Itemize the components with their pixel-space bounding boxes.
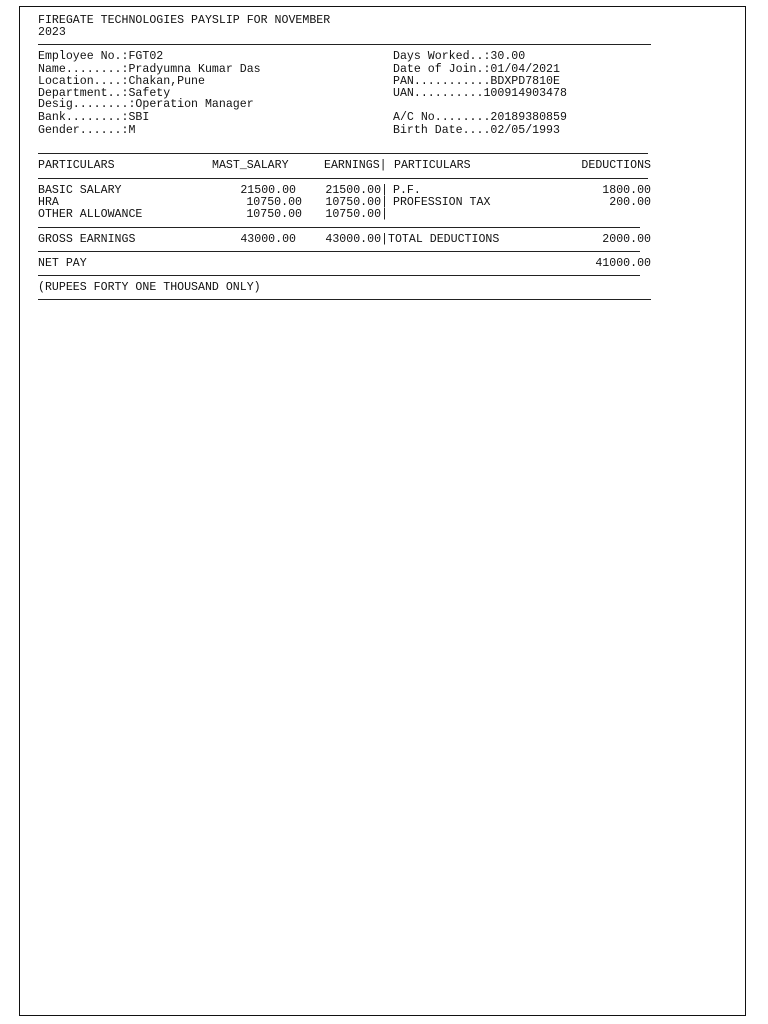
header-earnings: EARNINGS|	[324, 159, 387, 172]
earning-amount: 21500.00|	[325, 184, 388, 197]
earning-mast-salary: 10750.00	[246, 208, 302, 221]
divider	[38, 299, 651, 300]
employee-department: Department..:Safety	[38, 87, 171, 100]
employee-gender: Gender......:M	[38, 124, 136, 137]
divider	[38, 178, 648, 179]
account-number: A/C No........20189380859	[393, 111, 567, 124]
deduction-amount: 200.00	[609, 196, 651, 209]
gross-earnings-label: GROSS EARNINGS	[38, 233, 136, 246]
header-particulars-deductions: PARTICULARS	[394, 159, 471, 172]
earning-label: BASIC SALARY	[38, 184, 122, 197]
uan-number: UAN..........100914903478	[393, 87, 567, 100]
days-worked: Days Worked..:30.00	[393, 50, 526, 63]
net-pay-label: NET PAY	[38, 257, 87, 270]
employee-name: Name........:Pradyumna Kumar Das	[38, 63, 261, 76]
amount-in-words: (RUPEES FORTY ONE THOUSAND ONLY)	[38, 281, 261, 294]
total-deductions-label: TOTAL DEDUCTIONS	[388, 233, 500, 246]
employee-location: Location....:Chakan,Pune	[38, 75, 205, 88]
total-deductions-amount: 2000.00	[602, 233, 651, 246]
earning-amount: 10750.00|	[325, 196, 388, 209]
net-pay-amount: 41000.00	[595, 257, 651, 270]
gross-earnings-amount: 43000.00|	[325, 233, 388, 246]
header-mast-salary: MAST_SALARY	[212, 159, 289, 172]
gross-mast-salary: 43000.00	[240, 233, 296, 246]
divider	[38, 153, 648, 154]
earning-mast-salary: 10750.00	[246, 196, 302, 209]
earning-amount: 10750.00|	[325, 208, 388, 221]
employee-bank: Bank........:SBI	[38, 111, 150, 124]
payslip-page	[19, 6, 746, 1016]
deduction-label: PROFESSION TAX	[393, 196, 491, 209]
payslip-title-year: 2023	[38, 26, 66, 39]
birth-date: Birth Date....02/05/1993	[393, 124, 560, 137]
header-particulars: PARTICULARS	[38, 159, 115, 172]
earning-label: OTHER ALLOWANCE	[38, 208, 143, 221]
deduction-amount: 1800.00	[602, 184, 651, 197]
divider	[38, 251, 640, 252]
divider	[38, 275, 640, 276]
employee-number: Employee No.:FGT02	[38, 50, 164, 63]
date-of-join: Date of Join.:01/04/2021	[393, 63, 560, 76]
payslip-title: FIREGATE TECHNOLOGIES PAYSLIP FOR NOVEMBER	[38, 14, 331, 27]
header-deductions: DEDUCTIONS	[581, 159, 651, 172]
divider	[38, 44, 651, 45]
divider	[38, 227, 640, 228]
earning-label: HRA	[38, 196, 59, 209]
employee-designation: Desig........:Operation Manager	[38, 98, 254, 111]
earning-mast-salary: 21500.00	[240, 184, 296, 197]
pan-number: PAN...........BDXPD7810E	[393, 75, 560, 88]
deduction-label: P.F.	[393, 184, 421, 197]
